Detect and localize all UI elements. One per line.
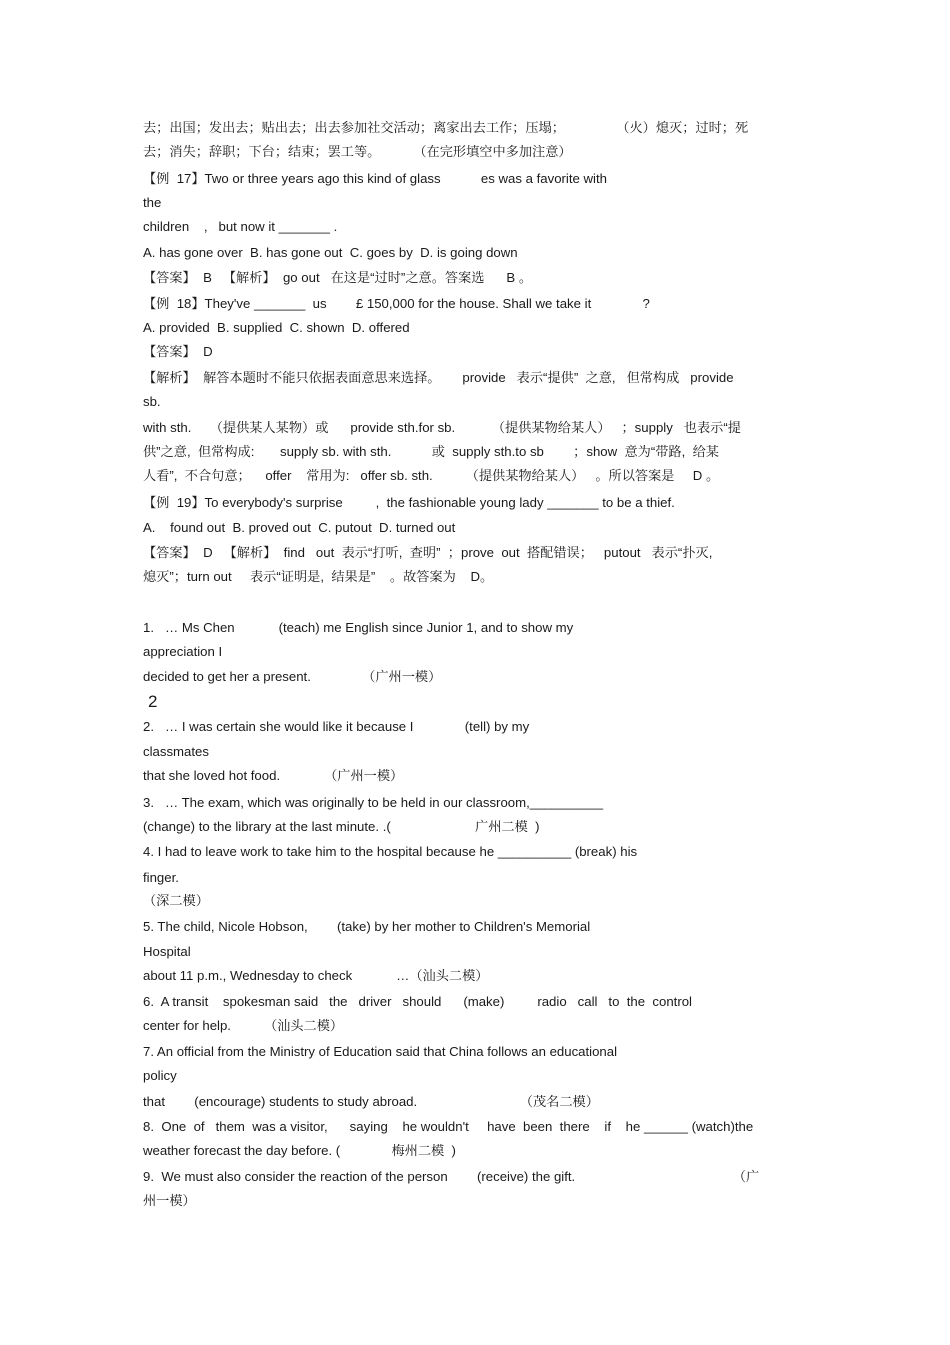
example-18-question: 【例 18】They've _______ us £ 150,000 for the house. Shall we take it ?	[143, 296, 650, 311]
example-17-options: A. has gone over B. has gone out C. goes by D. is going down	[143, 245, 518, 260]
text-line: sb.	[143, 394, 161, 409]
example-18-analysis: 【解析】 解答本题时不能只依据表面意思来选择。 provide 表示“提供” 之意, 但常构成 provide	[143, 370, 734, 385]
exercise-4: 4. I had to leave work to take him to the hospital because he __________ (break) his	[143, 844, 638, 859]
text-line: classmates	[143, 744, 209, 759]
exercise-8: 8. One of them was a visitor, saying he wouldn't have been there if he ______ (watch)the	[143, 1119, 754, 1134]
example-19-answer: 【答案】 D 【解析】 find out 表示“打听, 查明” ；prove out 搭配错误； putout 表示“扑灭,	[143, 545, 713, 560]
text-line: (change) to the library at the last minute. .( 广州二模 )	[143, 819, 540, 834]
example-18-answer: 【答案】 D	[143, 344, 213, 359]
text-line: weather forecast the day before. ( 梅州二模 )	[143, 1143, 456, 1158]
text-line: the	[143, 195, 162, 210]
exercise-6: 6. A transit spokesman said the driver should (make) radio call to the control	[143, 994, 692, 1009]
text-line: 去；出国；发出去；贴出去；出去参加社交活动；离家出去工作；压塌； （火）熄灭；过时；死	[143, 120, 749, 135]
text-line: （深二模）	[143, 893, 209, 908]
example-17-answer: 【答案】 B 【解析】 go out 在这是“过时”之意。答案选 B 。	[143, 270, 533, 285]
text-line: 去；消失；辞职；下台；结束；罢工等。 （在完形填空中多加注意）	[143, 144, 572, 159]
text-line: decided to get her a present. （广州一模）	[143, 669, 442, 684]
text-line: about 11 p.m., Wednesday to check …（汕头二模）	[143, 968, 489, 983]
exercise-9: 9. We must also consider the reaction of the person (receive) the gift. （广	[143, 1169, 760, 1184]
text-line: that (encourage) students to study abroad. （茂名二模）	[143, 1094, 599, 1109]
text-line: 人看”, 不合句意； offer 常用为: offer sb. sth. （提供某物给某人） 。所以答案是 D 。	[143, 468, 720, 483]
text-line: children , but now it _______ .	[143, 219, 338, 234]
text-line: Hospital	[143, 944, 191, 959]
text-line: 熄灭”；turn out 表示“证明是, 结果是” 。故答案为 D。	[143, 569, 494, 584]
example-17-question: 【例 17】Two or three years ago this kind of glass es was a favorite with	[143, 171, 607, 186]
exercise-7: 7. An official from the Ministry of Education said that China follows an educational	[143, 1044, 618, 1059]
example-19-options: A. found out B. proved out C. putout D. turned out	[143, 520, 456, 535]
exercise-2: 2. … I was certain she would like it because I (tell) by my	[143, 719, 530, 734]
text-line: 州一模）	[143, 1193, 196, 1208]
text-line: center for help. （汕头二模）	[143, 1018, 344, 1033]
exercise-1: 1. … Ms Chen (teach) me English since Junior 1, and to show my	[143, 620, 574, 635]
text-line: with sth. （提供某人某物）或 provide sth.for sb. （提供某物给某人） ；supply 也表示“提	[143, 420, 741, 435]
text-line: appreciation I	[143, 644, 223, 659]
example-19-question: 【例 19】To everybody's surprise , the fashionable young lady _______ to be a thief.	[143, 495, 675, 510]
text-line: policy	[143, 1068, 177, 1083]
example-18-options: A. provided B. supplied C. shown D. offered	[143, 320, 410, 335]
exercise-5: 5. The child, Nicole Hobson, (take) by her mother to Children's Memorial	[143, 919, 591, 934]
page-number: 2	[148, 692, 158, 711]
exercise-3: 3. … The exam, which was originally to be held in our classroom,__________	[143, 795, 604, 810]
text-line: that she loved hot food. （广州一模）	[143, 768, 404, 783]
text-line: finger.	[143, 870, 179, 885]
text-line: 供”之意, 但常构成: supply sb. with sth. 或 supply sth.to sb ；show 意为“带路, 给某	[143, 444, 719, 459]
